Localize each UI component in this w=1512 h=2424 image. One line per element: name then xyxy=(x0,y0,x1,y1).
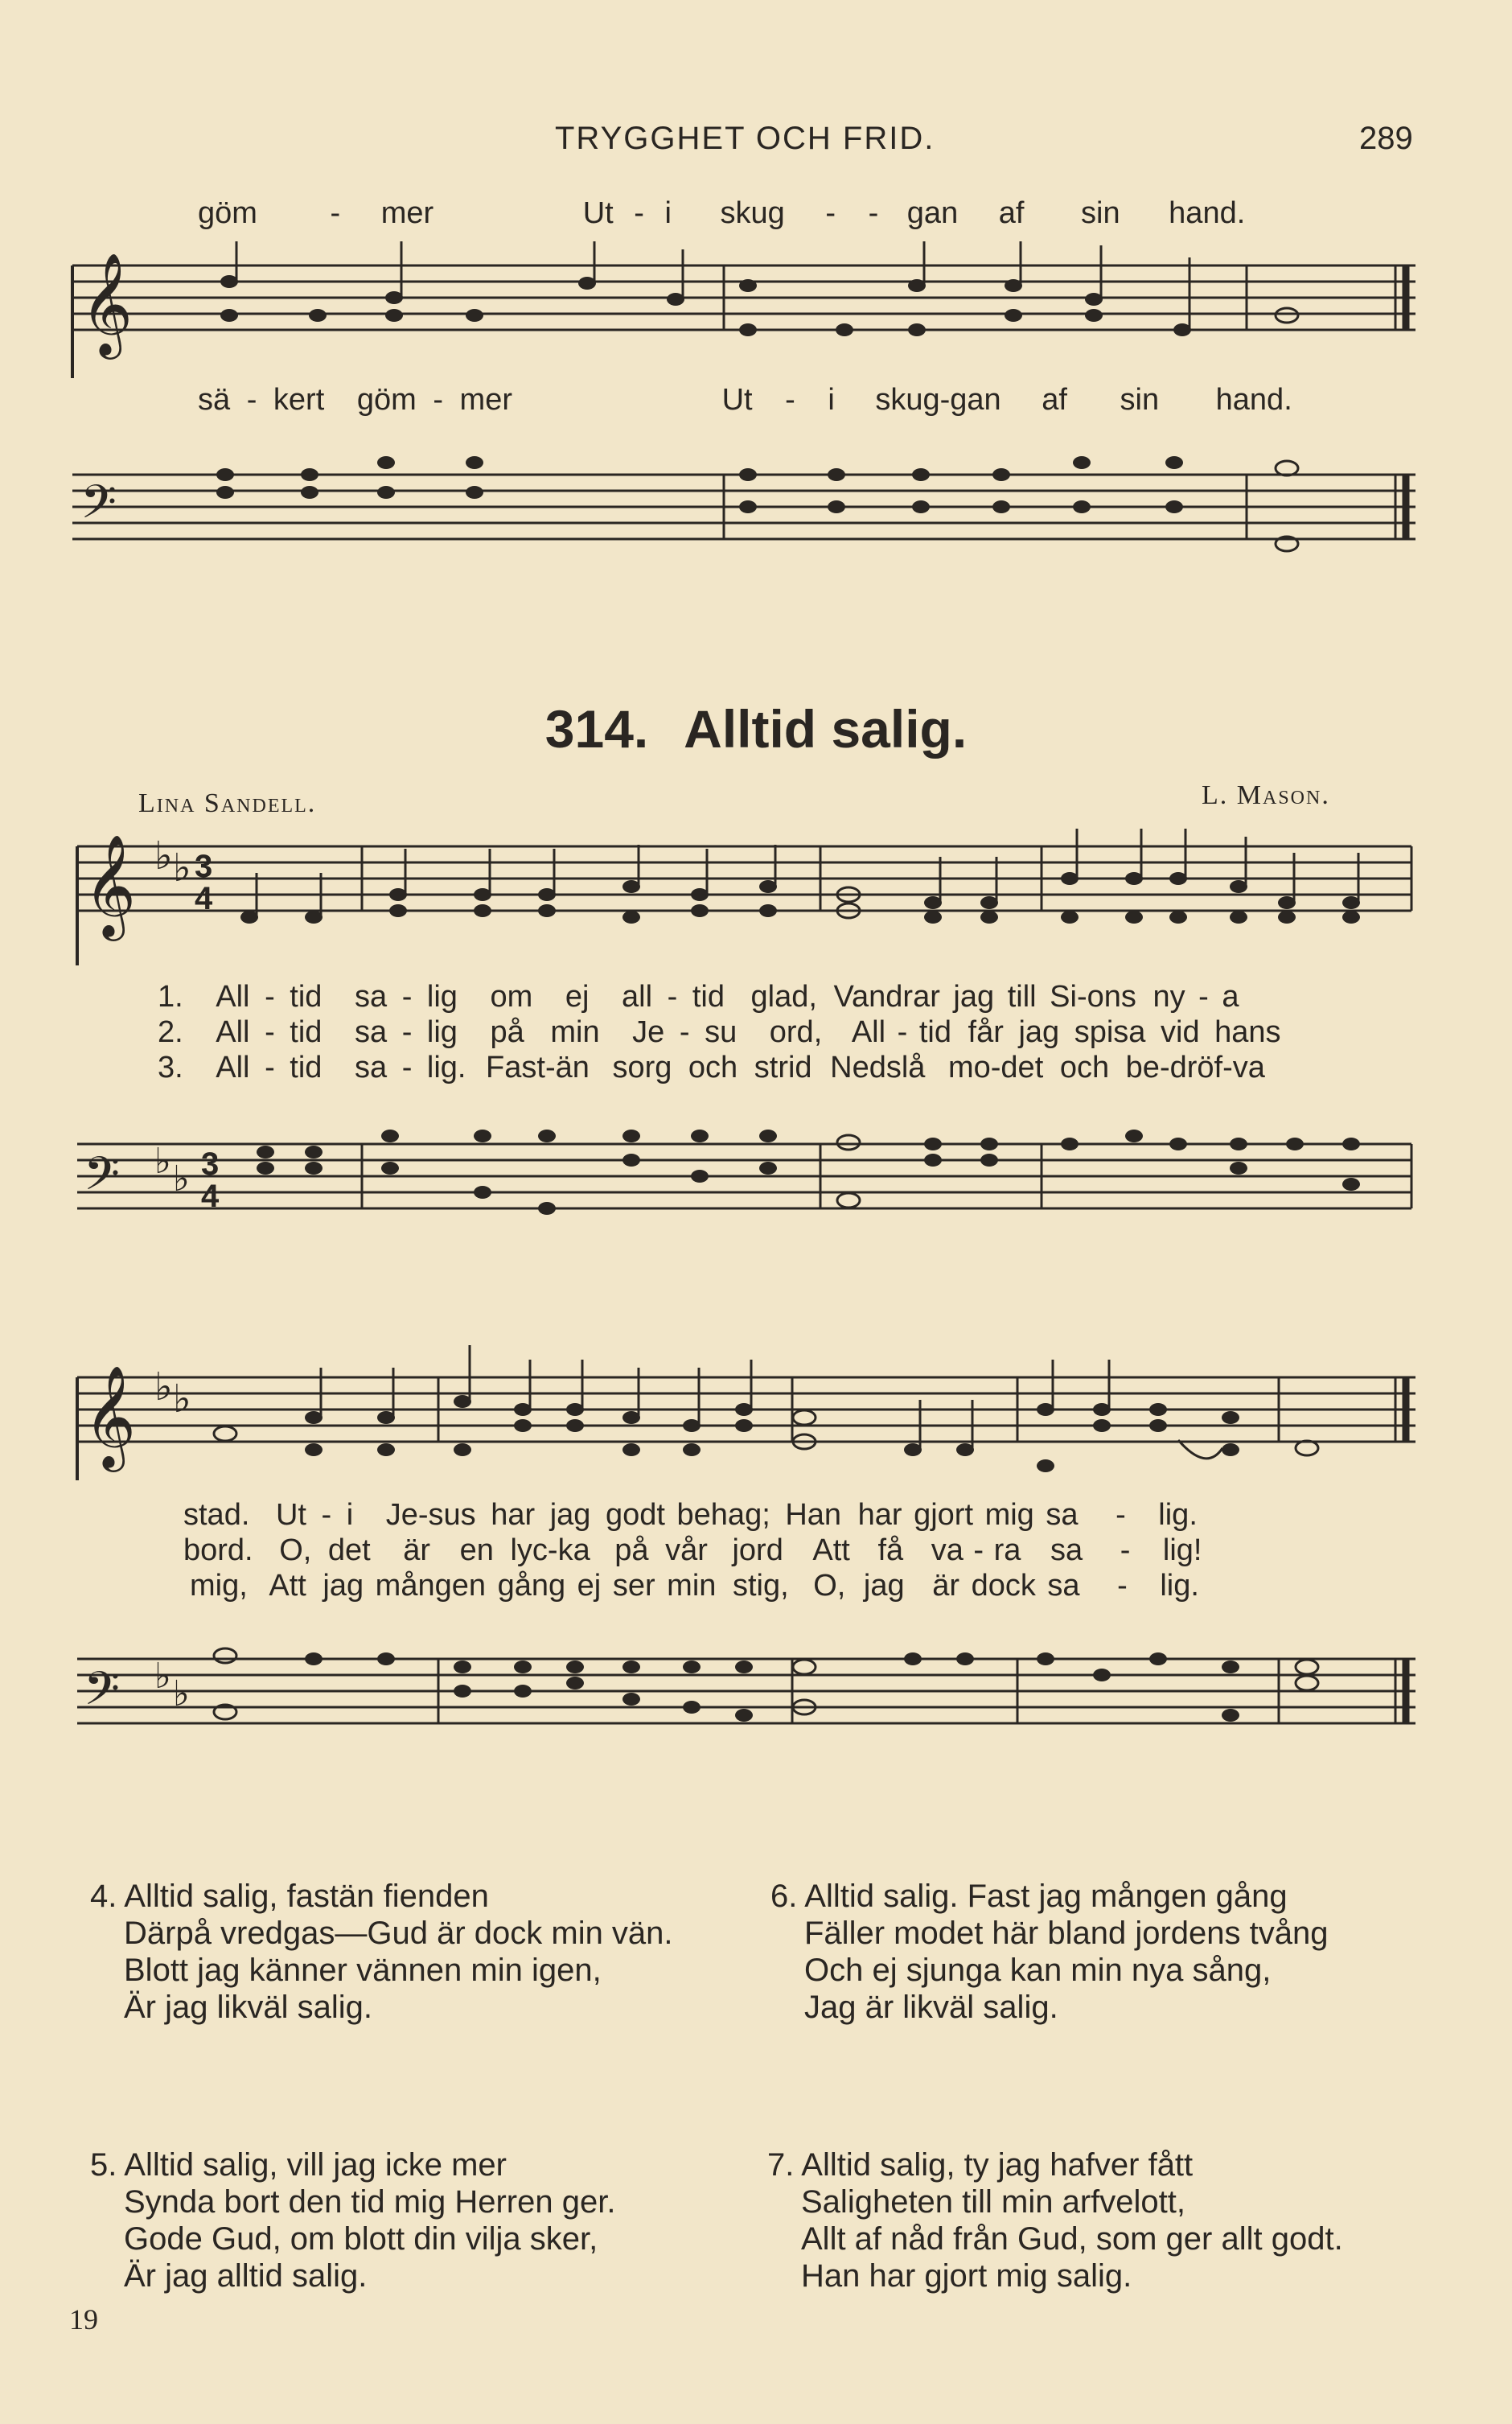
system1-verse-1: 1. All - tid sa - lig om ej all - tid glad, Vandrar jag till Si-ons ny - a xyxy=(158,980,1239,1014)
stanza-number: 7. xyxy=(767,2147,795,2183)
svg-text:3: 3 xyxy=(195,849,213,884)
system1-bass-staff xyxy=(0,1126,1512,1239)
hymn-title xyxy=(0,698,1512,759)
svg-text:3: 3 xyxy=(201,1146,220,1182)
prev-bass-lyrics: sä - kert göm - mer Ut - i skug-gan af sin hand. xyxy=(198,383,1292,417)
system2-treble-staff xyxy=(0,1335,1512,1480)
svg-text:𝄞: 𝄞 xyxy=(84,1364,137,1467)
system2-verse-1: stad. Ut - i Je-sus har jag godt behag; Han har gjort mig sa - lig. xyxy=(183,1498,1198,1532)
system1-verse-2: 2. All - tid sa - lig på min Je - su ord, All - tid får jag spisa vid hans xyxy=(158,1015,1281,1049)
svg-text:♭: ♭ xyxy=(154,1364,173,1410)
prev-treble-lyrics: göm - mer Ut - i skug - - gan af sin hand. xyxy=(198,196,1246,230)
svg-text:♭: ♭ xyxy=(173,846,191,891)
signature-mark: 19 xyxy=(69,2303,98,2336)
stanza-number: 4. xyxy=(90,1879,117,1914)
system2-verse-3: mig, Att jag mången gång ej ser min stig, O, jag är dock sa - lig. xyxy=(190,1569,1199,1603)
stanza-5: 5. Alltid salig, vill jag icke mer Synda bort den tid mig Herren ger. Gode Gud, om blott din vilja sker, Är jag alltid salig. xyxy=(90,2147,616,2294)
system1-verse-3: 3. All - tid sa - lig. Fast-än sorg och strid Nedslå mo-det och be-dröf-va xyxy=(158,1051,1265,1084)
stanza-7: 7. Alltid salig, ty jag hafver fått Saligheten till min arfvelott, Allt af nåd från Gud, som ger allt godt. Han har gjort mig salig. xyxy=(767,2147,1343,2294)
prev-treble-staff xyxy=(0,241,1512,378)
system2-bass-staff xyxy=(0,1633,1512,1754)
svg-text:𝄢: 𝄢 xyxy=(84,1146,121,1212)
page-header-title: TRYGGHET OCH FRID. xyxy=(555,121,935,156)
system1-treble-staff xyxy=(0,821,1512,965)
svg-text:♭: ♭ xyxy=(173,1377,191,1422)
svg-text:𝄢: 𝄢 xyxy=(84,1661,121,1727)
system2-verse-2: bord. O, det är en lyc-ka på vår jord Att få va - ra sa - lig! xyxy=(183,1533,1202,1567)
stanza-4: 4. Alltid salig, fastän fienden Därpå vredgas—Gud är dock min vän. Blott jag känner vännen min igen, Är jag likväl salig. xyxy=(90,1879,673,2025)
svg-text:𝄢: 𝄢 xyxy=(80,475,117,541)
hymn-title-text: Alltid salig. xyxy=(684,699,968,759)
svg-text:♭: ♭ xyxy=(154,833,173,879)
svg-text:♭: ♭ xyxy=(154,1141,171,1182)
stanza-number: 6. xyxy=(770,1879,798,1914)
svg-text:4: 4 xyxy=(195,881,213,916)
stanza-number: 5. xyxy=(90,2147,117,2183)
svg-text:♭: ♭ xyxy=(173,1673,190,1714)
svg-text:♭: ♭ xyxy=(173,1158,190,1200)
stanza-6: 6. Alltid salig. Fast jag mången gång Fäller modet här bland jordens tvång Och ej sjunga kan min nya sång, Jag är likväl salig. xyxy=(770,1879,1329,2025)
prev-bass-staff xyxy=(0,451,1512,571)
svg-text:4: 4 xyxy=(201,1179,220,1214)
svg-text:𝄞: 𝄞 xyxy=(84,833,137,936)
hymn-author: Lina Sandell. xyxy=(138,788,317,818)
page-number: 289 xyxy=(1359,121,1413,156)
hymn-number: 314. xyxy=(544,699,649,759)
svg-text:♭: ♭ xyxy=(154,1656,171,1697)
svg-text:𝄞: 𝄞 xyxy=(80,252,134,355)
hymn-composer: L. Mason. xyxy=(1202,780,1330,810)
